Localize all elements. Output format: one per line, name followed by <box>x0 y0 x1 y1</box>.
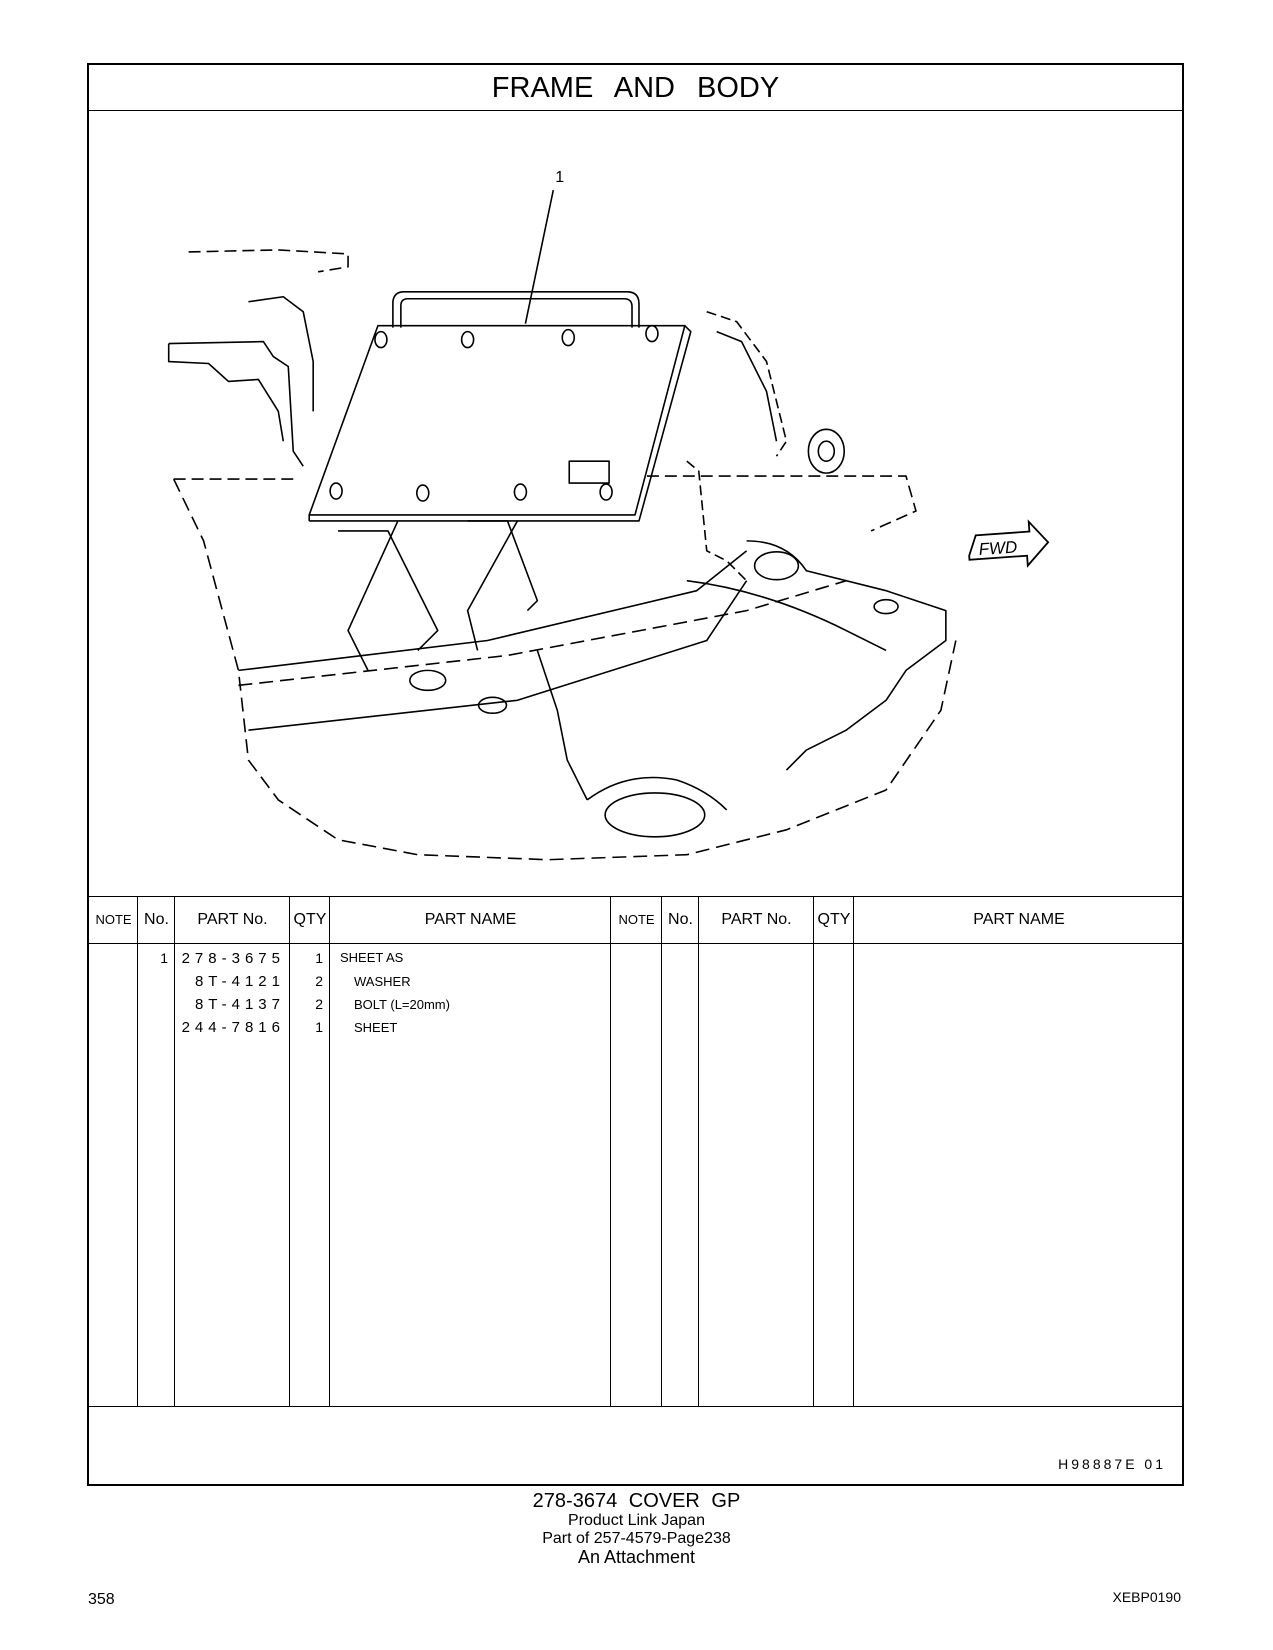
col-no-left <box>138 897 175 1407</box>
header-no: No. <box>144 911 169 928</box>
col-note-right <box>611 897 662 1407</box>
parts-table <box>89 896 1182 1406</box>
footer-line-2: Part of 257-4579-Page238 <box>542 1530 731 1547</box>
callout-number: 1 <box>555 169 565 187</box>
row3-part-no: 8T-4137 <box>194 996 285 1013</box>
fwd-label: FWD <box>978 537 1018 560</box>
row1-qty: 1 <box>315 950 323 966</box>
header-qty: QTY <box>293 911 327 928</box>
header-qty-right: QTY <box>817 911 851 928</box>
group-title: 278-3674 COVER GP <box>532 1490 741 1512</box>
header-part-name-right: PART NAME <box>973 911 1065 928</box>
header-no-right: No. <box>668 911 693 928</box>
exploded-view-drawing <box>89 111 1182 896</box>
row4-part-no: 244-7816 <box>181 1019 285 1036</box>
row1-part-no: 278-3675 <box>181 950 285 967</box>
col-note-left <box>89 897 138 1407</box>
fwd-arrow-icon <box>967 520 1050 569</box>
illustration-reference: H98887E 01 <box>1058 1456 1166 1472</box>
header-note-right: NOTE <box>618 912 655 927</box>
col-no-right <box>662 897 699 1407</box>
header-divider <box>89 943 1182 944</box>
page-number: 358 <box>88 1591 115 1608</box>
table-bottom-line <box>89 1406 1182 1407</box>
row2-qty: 2 <box>315 973 323 989</box>
header-part-no-right: PART No. <box>721 911 792 928</box>
parts-page-frame <box>87 63 1184 1486</box>
header-part-no: PART No. <box>197 911 268 928</box>
row2-part-name: WASHER <box>354 974 411 989</box>
col-qty-right <box>814 897 854 1407</box>
col-partno-right <box>699 897 814 1407</box>
row2-part-no: 8T-4121 <box>194 973 285 990</box>
header-part-name: PART NAME <box>424 911 517 928</box>
document-code: XEBP0190 <box>1112 1589 1181 1605</box>
footer-line-1: Product Link Japan <box>568 1512 705 1529</box>
row3-part-name: BOLT (L=20mm) <box>354 997 450 1012</box>
row3-qty: 2 <box>315 996 323 1012</box>
header-note: NOTE <box>95 912 132 927</box>
row1-no: 1 <box>160 950 168 966</box>
footer-line-3: An Attachment <box>577 1547 696 1567</box>
page-title: FRAME AND BODY <box>89 65 1182 111</box>
row1-part-name: SHEET AS <box>340 950 404 965</box>
frame-illustration <box>89 111 1182 896</box>
row4-part-name: SHEET <box>354 1020 398 1035</box>
row4-qty: 1 <box>315 1019 323 1035</box>
